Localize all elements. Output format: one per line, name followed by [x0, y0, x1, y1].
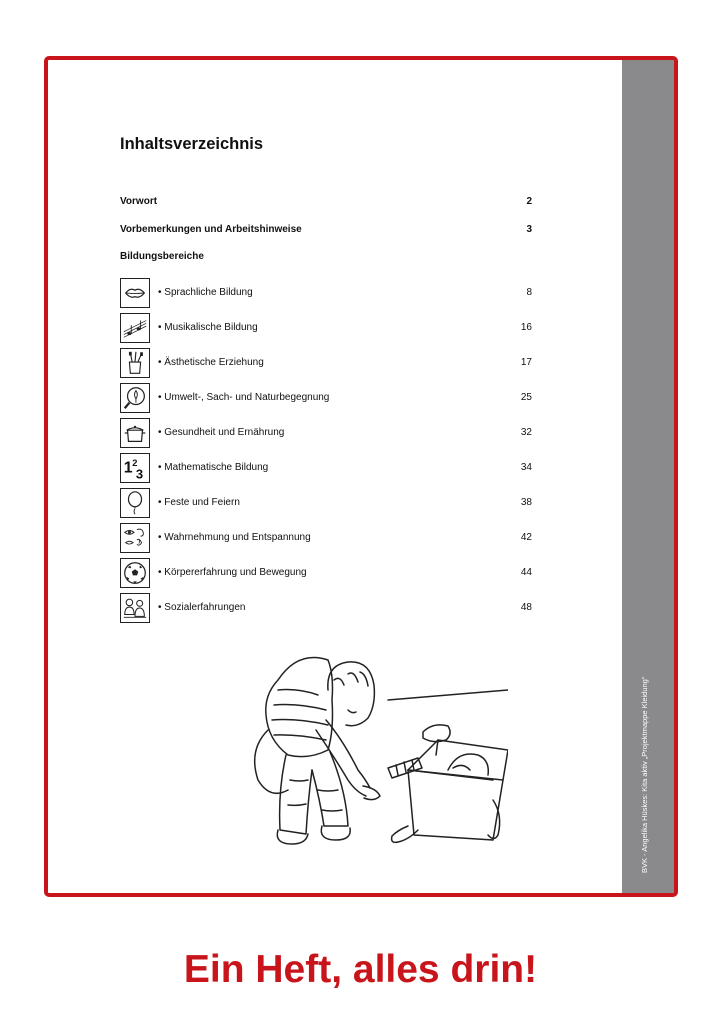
toc-section-label: Vorbemerkungen und Arbeitshinweise [120, 224, 302, 235]
toc-section-page: 2 [526, 196, 532, 207]
slogan: Ein Heft, alles drin! [183, 948, 538, 991]
toc-entry[interactable] [120, 558, 532, 588]
svg-text:2: 2 [132, 458, 138, 469]
toc-entry-page: 16 [520, 322, 532, 333]
toc-entry-label: • Sozialerfahrungen [158, 602, 246, 613]
toc-entry-page: 25 [520, 392, 532, 403]
music-notes-icon [120, 313, 150, 343]
toc-section-vorbemerkungen[interactable] [120, 224, 532, 235]
toc-entry-page: 48 [520, 602, 532, 613]
toc-title: Inhaltsverzeichnis [120, 135, 264, 153]
child-with-clothes-box-illustration [208, 630, 508, 860]
toc-section-page: 3 [526, 224, 532, 235]
cooking-pot-icon [120, 418, 150, 448]
toc-entry-label: • Musikalische Bildung [158, 322, 258, 333]
page-frame [44, 56, 678, 897]
svg-text:3: 3 [135, 466, 144, 482]
toc-entry[interactable] [120, 488, 532, 518]
toc-entry[interactable] [120, 348, 532, 378]
toc-section-vorwort[interactable] [120, 196, 532, 207]
toc-entry[interactable] [120, 313, 532, 343]
toc-entry-label: • Feste und Feiern [158, 497, 240, 508]
toc-section-label: Bildungsbereiche [120, 251, 204, 262]
toc-entry[interactable] [120, 593, 532, 623]
toc-entry-page: 42 [520, 532, 532, 543]
toc-entry-page: 32 [520, 427, 532, 438]
toc-entry-page: 17 [520, 357, 532, 368]
toc-entry-label: • Sprachliche Bildung [158, 287, 253, 298]
toc-entry[interactable] [120, 453, 532, 483]
senses-face-icon [120, 523, 150, 553]
balloon-icon [120, 488, 150, 518]
sidebar-credit: BVK - Angelika Hüskes: Kita aktiv „Projektmappe Kleidung“ [640, 676, 649, 873]
sidebar-credit-wrap [638, 573, 652, 873]
magnifier-icon [120, 383, 150, 413]
numbers-icon [120, 453, 150, 483]
toc-entry[interactable] [120, 383, 532, 413]
toc-entry-label: • Wahrnehmung und Entspannung [158, 532, 311, 543]
toc-entry-page: 38 [520, 497, 532, 508]
toc-entry[interactable] [120, 523, 532, 553]
football-icon [120, 558, 150, 588]
toc-entry-page: 34 [520, 462, 532, 473]
sidebar-strip [622, 60, 674, 893]
toc-entry-page: 44 [520, 567, 532, 578]
toc-entry-label: • Gesundheit und Ernährung [158, 427, 285, 438]
svg-text:1: 1 [123, 459, 133, 477]
toc-entry-label: • Umwelt-, Sach- und Naturbegegnung [158, 392, 330, 403]
toc-entry-label: • Mathematische Bildung [158, 462, 269, 473]
toc-entry-label: • Ästhetische Erziehung [158, 357, 264, 368]
children-group-icon [120, 593, 150, 623]
toc-entry-label: • Körpererfahrung und Bewegung [158, 567, 307, 578]
toc-entry-page: 8 [526, 287, 532, 298]
lips-icon [120, 278, 150, 308]
brushes-icon [120, 348, 150, 378]
toc-entry[interactable] [120, 278, 532, 308]
toc-section-bildungsbereiche [120, 251, 532, 262]
toc-entry[interactable] [120, 418, 532, 448]
toc-section-label: Vorwort [120, 196, 158, 207]
